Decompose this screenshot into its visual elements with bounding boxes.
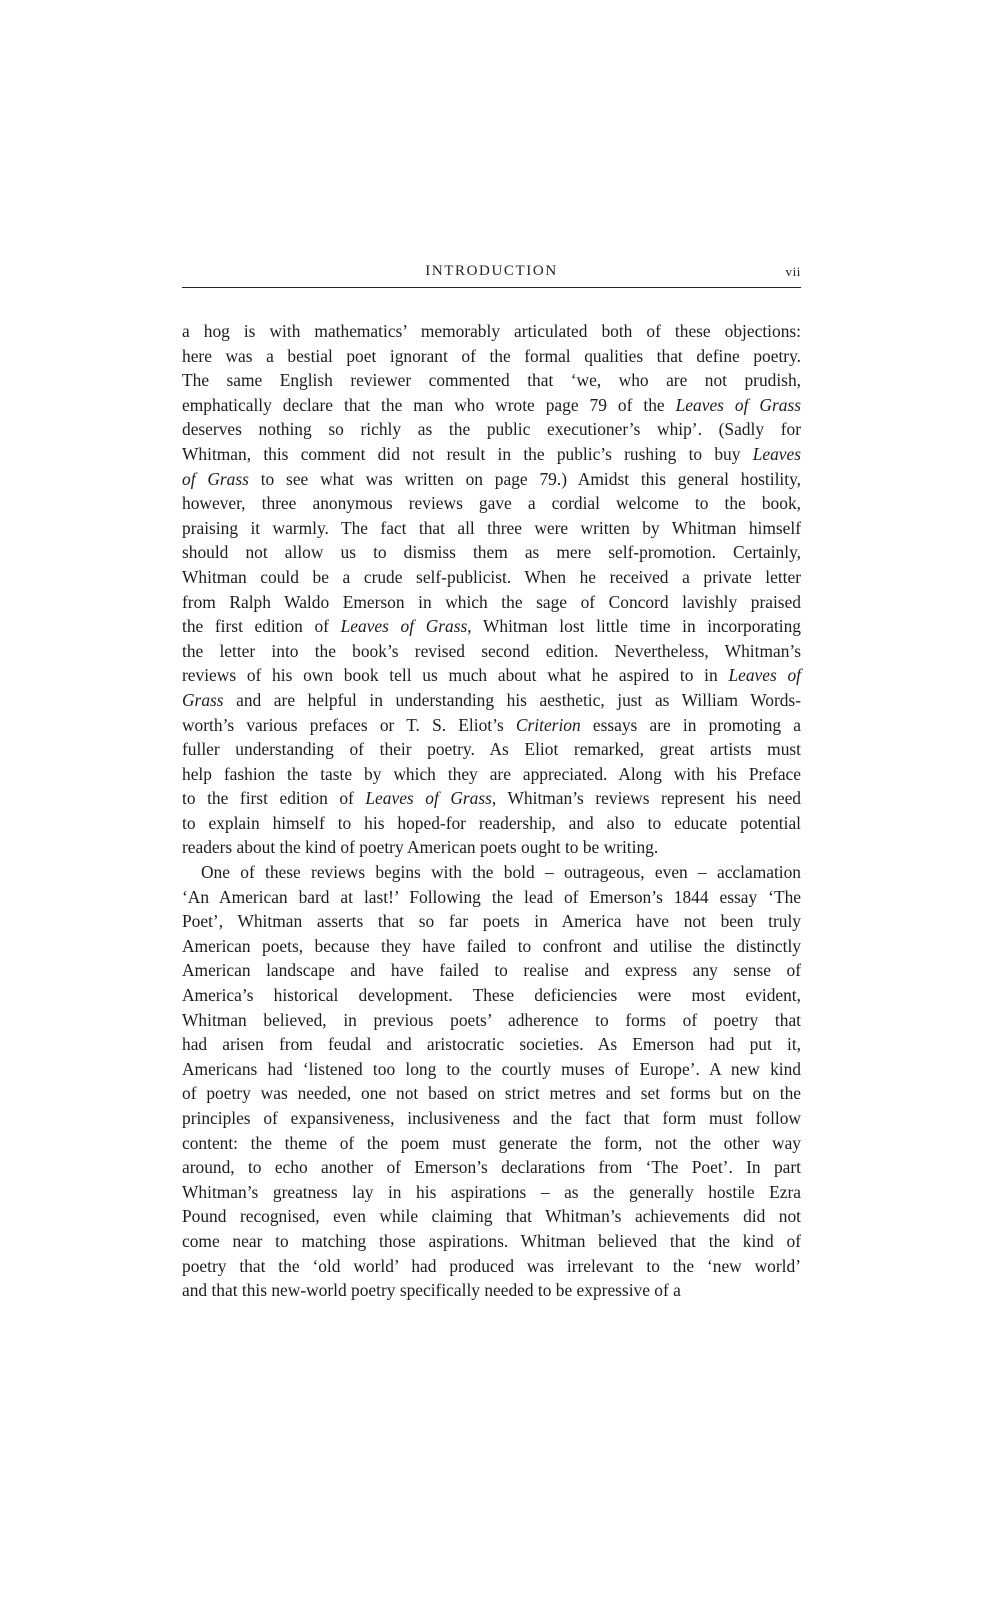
paragraph bbox=[182, 319, 801, 860]
text-run: come near to matching those aspirations. Whitman believed that the kind of bbox=[182, 1230, 801, 1251]
text-line bbox=[182, 393, 801, 418]
text-line bbox=[182, 1180, 801, 1205]
text-run: however, three anonymous reviews gave a cordial welcome to the book, bbox=[182, 493, 801, 514]
text-line bbox=[182, 885, 801, 910]
paragraph bbox=[182, 860, 801, 1303]
text-line bbox=[182, 368, 801, 393]
text-run: Pound recognised, even while claiming that Whitman’s achievements did not bbox=[182, 1206, 801, 1227]
text-line bbox=[182, 860, 801, 885]
text-line bbox=[182, 786, 801, 811]
text-line bbox=[182, 467, 801, 492]
page-number: vii bbox=[785, 264, 801, 279]
text-line bbox=[182, 737, 801, 762]
text-run: and that this new-world poetry specifically needed to be expressive of a bbox=[182, 1280, 681, 1301]
text-line bbox=[182, 909, 801, 934]
text-run: American poets, because they have failed to confront and utilise the distinctly bbox=[182, 935, 801, 956]
body-text bbox=[182, 319, 801, 1303]
text-run: principles of expansiveness, inclusiveness and the fact that form must follow bbox=[182, 1108, 801, 1128]
italic-title: Leaves of Grass bbox=[340, 616, 468, 637]
text-line bbox=[182, 811, 801, 836]
text-line bbox=[182, 1081, 801, 1106]
text-line bbox=[182, 688, 801, 713]
text-run: to explain himself to his hoped-for readership, and also to educate potential bbox=[182, 812, 801, 833]
italic-title: Leaves bbox=[752, 443, 801, 464]
text-run: ‘An American bard at last!’ Following the lead of Emerson’s 1844 essay ‘The bbox=[182, 886, 801, 907]
text-line bbox=[182, 958, 801, 983]
italic-title: Leaves of Grass bbox=[675, 394, 801, 415]
text-line bbox=[182, 344, 801, 369]
italic-title: Leaves of Grass bbox=[365, 788, 492, 809]
text-run: The same English reviewer commented that ‘we, who are not prudish, bbox=[182, 370, 801, 391]
italic-title: Criterion bbox=[515, 714, 581, 735]
text-line bbox=[182, 590, 801, 615]
italic-title: Grass bbox=[182, 689, 224, 710]
text-run: fuller understanding of their poetry. As Eliot remarked, great artists must bbox=[182, 739, 801, 760]
text-line bbox=[182, 835, 801, 860]
text-line bbox=[182, 442, 801, 467]
text-line bbox=[182, 319, 801, 344]
text-line bbox=[182, 1229, 801, 1254]
text-line bbox=[182, 1155, 801, 1180]
text-line bbox=[182, 1106, 801, 1131]
text-run: and are helpful in understanding his aesthetic, just as William Words- bbox=[223, 689, 801, 710]
text-line bbox=[182, 762, 801, 787]
text-line bbox=[182, 1008, 801, 1033]
text-run: emphatically declare that the man who wrote page 79 of the bbox=[182, 394, 676, 415]
text-line bbox=[182, 713, 801, 738]
text-run: should not allow us to dismiss them as mere self-promotion. Certainly, bbox=[182, 542, 801, 563]
text-run: worth’s various prefaces or T. S. Eliot’s bbox=[182, 714, 516, 735]
text-run: , Whitman’s reviews represent his need bbox=[491, 788, 801, 809]
text-run: to see what was written on page 79.) Amidst this general hostility, bbox=[248, 468, 801, 489]
text-line bbox=[182, 540, 801, 565]
text-run: One of these reviews begins with the bold – outrageous, even – acclamation bbox=[201, 862, 801, 883]
text-run: from Ralph Waldo Emerson in which the sage of Concord lavishly praised bbox=[182, 591, 801, 612]
text-run: the first edition of bbox=[182, 616, 341, 637]
text-run: had arisen from feudal and aristocratic societies. As Emerson had put it, bbox=[182, 1034, 801, 1055]
italic-title: of Grass bbox=[182, 468, 249, 489]
text-run: reviews of his own book tell us much about what he aspired to in bbox=[182, 665, 729, 686]
text-run: deserves nothing so richly as the public executioner’s whip’. (Sadly for bbox=[182, 419, 801, 440]
text-line bbox=[182, 1131, 801, 1156]
text-line bbox=[182, 983, 801, 1008]
text-line bbox=[182, 1204, 801, 1229]
text-line bbox=[182, 1057, 801, 1082]
text-run: a hog is with mathematics’ memorably articulated both of these objections: bbox=[182, 321, 801, 341]
text-line bbox=[182, 1278, 801, 1303]
text-run: the letter into the book’s revised second edition. Nevertheless, Whitman’s bbox=[182, 640, 801, 661]
text-run: Poet’, Whitman asserts that so far poets in America have not been truly bbox=[182, 911, 801, 932]
text-line bbox=[182, 1032, 801, 1057]
running-head bbox=[182, 263, 801, 288]
text-run: poetry that the ‘old world’ had produced was irrelevant to the ‘new world’ bbox=[182, 1255, 801, 1276]
running-title: INTRODUCTION bbox=[425, 263, 558, 279]
text-line bbox=[182, 565, 801, 590]
text-line bbox=[182, 639, 801, 664]
text-run: here was a bestial poet ignorant of the formal qualities that define poetry. bbox=[182, 345, 801, 366]
text-run: to the first edition of bbox=[182, 788, 366, 809]
text-run: Whitman, this comment did not result in the public’s rushing to buy bbox=[182, 443, 753, 464]
text-run: readers about the kind of poetry American poets ought to be writing. bbox=[182, 837, 659, 858]
text-line bbox=[182, 417, 801, 442]
text-run: Whitman could be a crude self-publicist. When he received a private letter bbox=[182, 566, 801, 587]
text-run: around, to echo another of Emerson’s declarations from ‘The Poet’. In part bbox=[182, 1157, 801, 1178]
text-line bbox=[182, 934, 801, 959]
text-run: Americans had ‘listened too long to the courtly muses of Europe’. A new kind bbox=[182, 1058, 801, 1079]
italic-title: Leaves of bbox=[728, 665, 801, 686]
text-line bbox=[182, 516, 801, 541]
text-run: American landscape and have failed to realise and express any sense of bbox=[182, 960, 801, 981]
text-run: praising it warmly. The fact that all three were written by Whitman himself bbox=[182, 517, 801, 538]
text-line bbox=[182, 614, 801, 639]
text-run: , Whitman lost little time in incorporating bbox=[467, 616, 801, 637]
text-line bbox=[182, 663, 801, 688]
text-run: America’s historical development. These deficiencies were most evident, bbox=[182, 985, 801, 1006]
text-run: Whitman believed, in previous poets’ adherence to forms of poetry that bbox=[182, 1009, 801, 1030]
text-line bbox=[182, 491, 801, 516]
text-run: of poetry was needed, one not based on strict metres and set forms but on the bbox=[182, 1083, 801, 1104]
text-run: help fashion the taste by which they are appreciated. Along with his Preface bbox=[182, 763, 801, 784]
text-run: Whitman’s greatness lay in his aspirations – as the generally hostile Ezra bbox=[182, 1181, 801, 1202]
text-line bbox=[182, 1254, 801, 1279]
text-run: content: the theme of the poem must generate the form, not the other way bbox=[182, 1132, 801, 1153]
text-run: essays are in promoting a bbox=[580, 714, 801, 735]
